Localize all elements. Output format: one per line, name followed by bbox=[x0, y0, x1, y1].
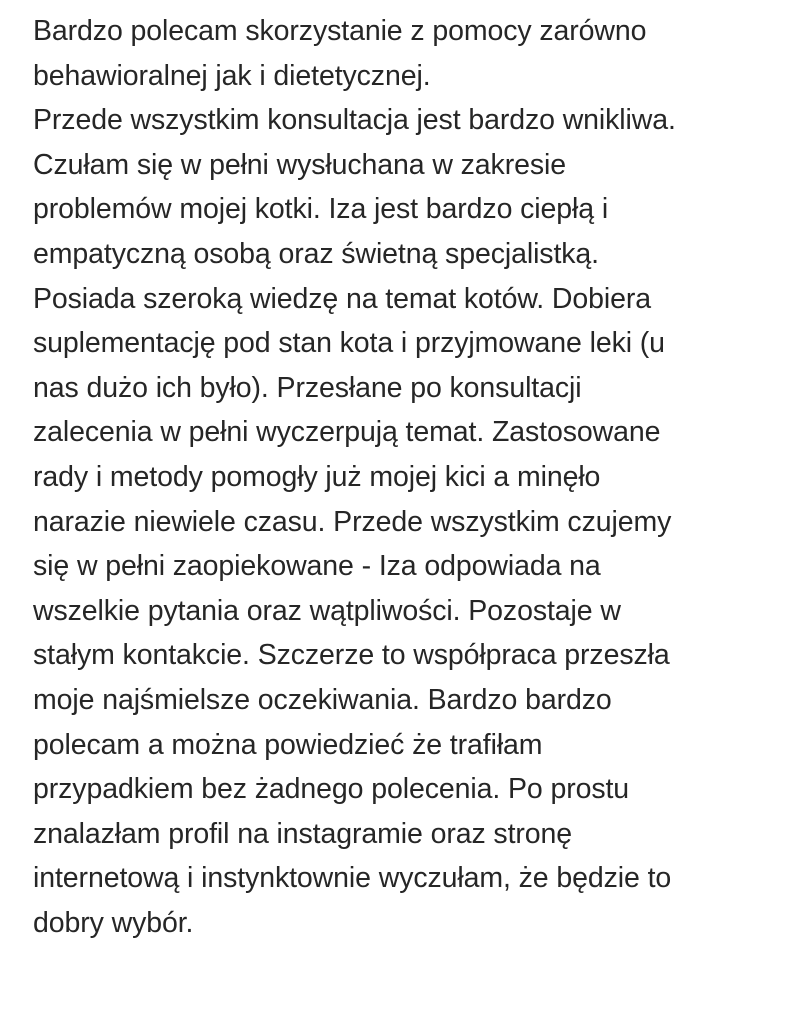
review-line: się w pełni zaopiekowane - Iza odpowiada na bbox=[33, 550, 601, 583]
review-line: problemów mojej kotki. Iza jest bardzo ciepłą i bbox=[33, 193, 609, 226]
review-line: wszelkie pytania oraz wątpliwości. Pozostaje w bbox=[33, 594, 621, 627]
review-text bbox=[33, 9, 773, 945]
review-line: Czułam się w pełni wysłuchana w zakresie bbox=[33, 148, 566, 181]
review-line: znalazłam profil na instagramie oraz stronę bbox=[33, 817, 573, 850]
review-line: przypadkiem bez żadnego polecenia. Po prostu bbox=[33, 773, 630, 806]
review-line: narazie niewiele czasu. Przede wszystkim czujemy bbox=[33, 505, 672, 538]
review-line: zalecenia w pełni wyczerpują temat. Zastosowane bbox=[33, 416, 661, 449]
review-line: Posiada szeroką wiedzę na temat kotów. Dobiera bbox=[33, 282, 651, 315]
review-line: stałym kontakcie. Szczerze to współpraca przeszła bbox=[33, 639, 670, 672]
review-line: rady i metody pomogły już mojej kici a minęło bbox=[33, 460, 601, 493]
review-line: behawioralnej jak i dietetycznej. bbox=[33, 59, 431, 92]
review-line: polecam a można powiedzieć że trafiłam bbox=[33, 728, 543, 761]
review-line: dobry wybór. bbox=[33, 906, 194, 939]
review-line: internetową i instynktownie wyczułam, że będzie to bbox=[33, 862, 672, 895]
review-line: empatyczną osobą oraz świetną specjalistką. bbox=[33, 237, 599, 270]
review-line: Bardzo polecam skorzystanie z pomocy zarówno bbox=[33, 15, 647, 47]
review-line: Przede wszystkim konsultacja jest bardzo wnikliwa. bbox=[33, 104, 676, 137]
review-line: nas dużo ich było). Przesłane po konsultacji bbox=[33, 371, 582, 404]
review-line: moje najśmielsze oczekiwania. Bardzo bardzo bbox=[33, 683, 612, 716]
review-line: suplementację pod stan kota i przyjmowane leki (u bbox=[33, 327, 665, 360]
